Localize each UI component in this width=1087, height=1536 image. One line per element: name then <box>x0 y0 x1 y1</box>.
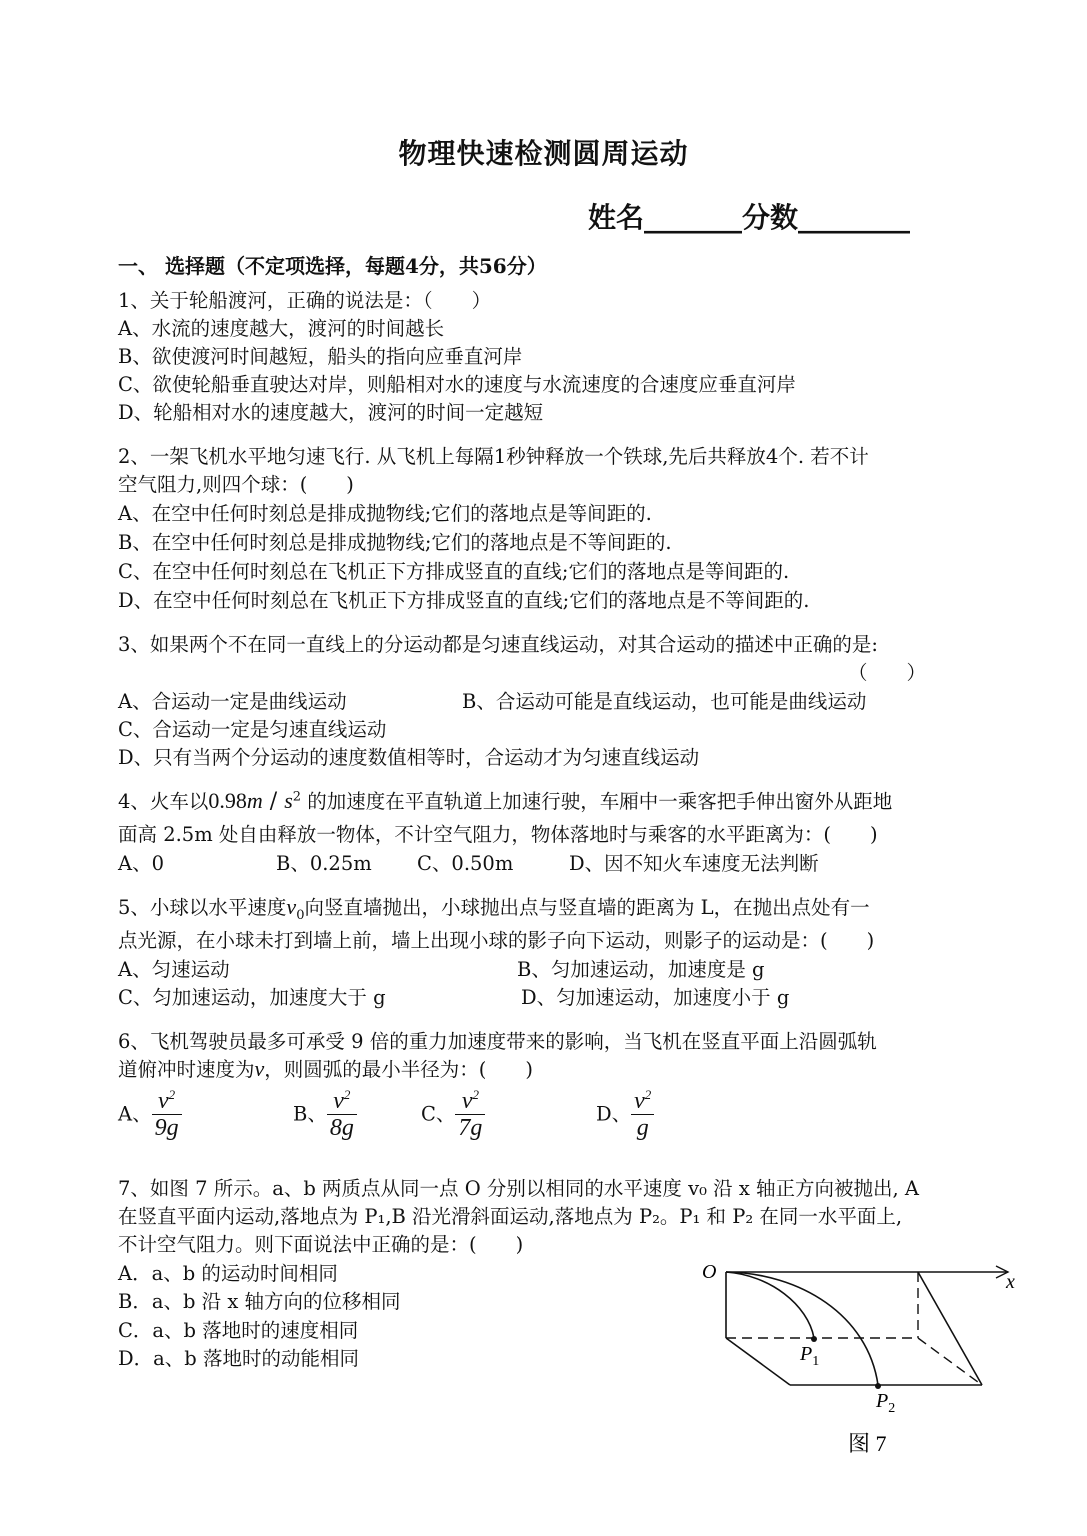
q7-option-d: D．a、b 落地时的动能相同 <box>118 1347 359 1370</box>
q5-stem-line2: 点光源，在小球未打到墙上前，墙上出现小球的影子向下运动，则影子的运动是：( ) <box>118 929 875 952</box>
q2-option-d: D、在空中任何时刻总在飞机正下方排成竖直的直线;它们的落地点是不等间距的. <box>118 589 810 612</box>
score-blank[interactable]: ________ <box>798 201 911 234</box>
hidden-diagonal-edge <box>918 1338 982 1385</box>
q7-option-a: A．a、b 的运动时间相同 <box>118 1262 338 1285</box>
name-label: 姓名 <box>588 201 645 234</box>
q7-stem-line1: 7、如图 7 所示。a、b 两质点从同一点 O 分别以相同的水平速度 v₀ 沿 x 轴正方向被抛出, A <box>118 1177 920 1200</box>
q3-answer-paren: （ ） <box>848 661 927 684</box>
q2-option-c: C、在空中任何时刻总在飞机正下方排成竖直的直线;它们的落地点是等间距的. <box>118 560 790 583</box>
q2-option-a: A、在空中任何时刻总是排成抛物线;它们的落地点是等间距的. <box>118 502 652 525</box>
landing-point-p2 <box>875 1383 881 1389</box>
q1-option-a: A、水流的速度越大，渡河的时间越长 <box>118 317 445 340</box>
q3-option-b: B、合运动可能是直线运动，也可能是曲线运动 <box>462 690 867 713</box>
q6-option-b: B、 $\frac{v^2}{8g}$ <box>293 1088 357 1142</box>
incline-right-edge <box>918 1272 982 1385</box>
q6-option-c: C、 $\frac{v^2}{7g}$ <box>421 1088 485 1142</box>
q4-accel-value: 0.98 <box>208 788 247 813</box>
q2-option-b: B、在空中任何时刻总是排成抛物线;它们的落地点是不等间距的. <box>118 531 672 554</box>
q5-option-b: B、匀加速运动，加速度是 g <box>517 958 765 981</box>
q1-option-b: B、欲使渡河时间越短，船头的指向应垂直河岸 <box>118 345 523 368</box>
q2-stem-line2: 空气阻力,则四个球：( ) <box>118 473 354 496</box>
q5-option-d: D、匀加速运动，加速度小于 g <box>521 986 790 1009</box>
q7-option-b: B．a、b 沿 x 轴方向的位移相同 <box>118 1290 401 1313</box>
figure-caption: 图 7 <box>848 1431 887 1456</box>
q4-option-a: A、0 <box>118 852 164 875</box>
figure-7-diagram <box>690 1255 1050 1470</box>
q6-stem-line1: 6、飞机驾驶员最多可承受 9 倍的重力加速度带来的影响，当飞机在竖直平面上沿圆弧轨 <box>118 1030 877 1053</box>
name-score-row <box>588 196 910 236</box>
origin-label: O <box>702 1261 717 1283</box>
q4-stem-line1: 4、火车以$0.98m / s^2$ 的加速度在平直轨道上加速行驶，车厢中一乘客把手伸出窗外从距地 <box>118 788 893 814</box>
q5-stem-line1: 5、小球以水平速度$v_0$向竖直墙抛出，小球抛出点与竖直墙的距离为 L，在抛出点处有一 <box>118 894 870 923</box>
name-blank[interactable]: _______ <box>644 201 743 234</box>
q1-option-c: C、欲使轮船垂直驶达对岸，则船相对水的速度与水流速度的合速度应垂直河岸 <box>118 373 796 396</box>
q3-option-c: C、合运动一定是匀速直线运动 <box>118 718 387 741</box>
q4-option-c: C、0.50m <box>417 852 514 875</box>
q6-option-a: A、 $\frac{v^2}{9g}$ <box>118 1088 182 1142</box>
q6-stem-line2: 道俯冲时速度为v，则圆弧的最小半径为：( ) <box>118 1056 533 1081</box>
page-title: 物理快速检测圆周运动 <box>398 137 689 170</box>
p1-label: $P_1$ <box>800 1343 820 1369</box>
q7-stem-line2: 在竖直平面内运动,落地点为 P₁,B 沿光滑斜面运动,落地点为 P₂。P₁ 和 P₂ 在同一水平面上, <box>118 1205 903 1228</box>
q7-stem-line3: 不计空气阻力。则下面说法中正确的是：( ) <box>118 1233 524 1256</box>
score-label: 分数 <box>742 201 799 234</box>
q3-option-d: D、只有当两个分运动的速度数值相等时，合运动才为匀速直线运动 <box>118 746 700 769</box>
q1-option-d: D、轮船相对水的速度越大，渡河的时间一定越短 <box>118 401 544 424</box>
q4-option-b: B、0.25m <box>276 852 372 875</box>
q3-option-a: A、合运动一定是曲线运动 <box>118 690 347 713</box>
q7-option-c: C．a、b 落地时的速度相同 <box>118 1319 359 1342</box>
section-heading: 一、 选择题（不定项选择，每题4分，共56分） <box>118 254 547 278</box>
q5-option-c: C、匀加速运动，加速度大于 g <box>118 986 386 1009</box>
trajectory-b <box>726 1272 878 1385</box>
q3-stem: 3、如果两个不在同一直线上的分运动都是匀速直线运动，对其合运动的描述中正确的是: <box>118 633 878 656</box>
x-axis-label: x <box>1006 1271 1015 1293</box>
q6-option-d: D、 $\frac{v^2}{g}$ <box>596 1088 654 1142</box>
q4-stem-line2: 面高 2.5m 处自由释放一物体，不计空气阻力，物体落地时与乘客的水平距离为：( ) <box>118 823 878 846</box>
incline-left-edge <box>726 1338 790 1385</box>
q5-option-a: A、匀速运动 <box>118 958 230 981</box>
trajectory-a <box>726 1272 814 1338</box>
landing-point-p1 <box>811 1336 817 1342</box>
q4-option-d: D、因不知火车速度无法判断 <box>569 852 819 875</box>
q1-stem: 1、关于轮船渡河，正确的说法是：（ ） <box>118 289 492 312</box>
p2-label: $P_2$ <box>876 1390 896 1416</box>
q2-stem-line1: 2、一架飞机水平地匀速飞行. 从飞机上每隔1秒钟释放一个铁球,先后共释放4个. 若不计 <box>118 445 869 468</box>
